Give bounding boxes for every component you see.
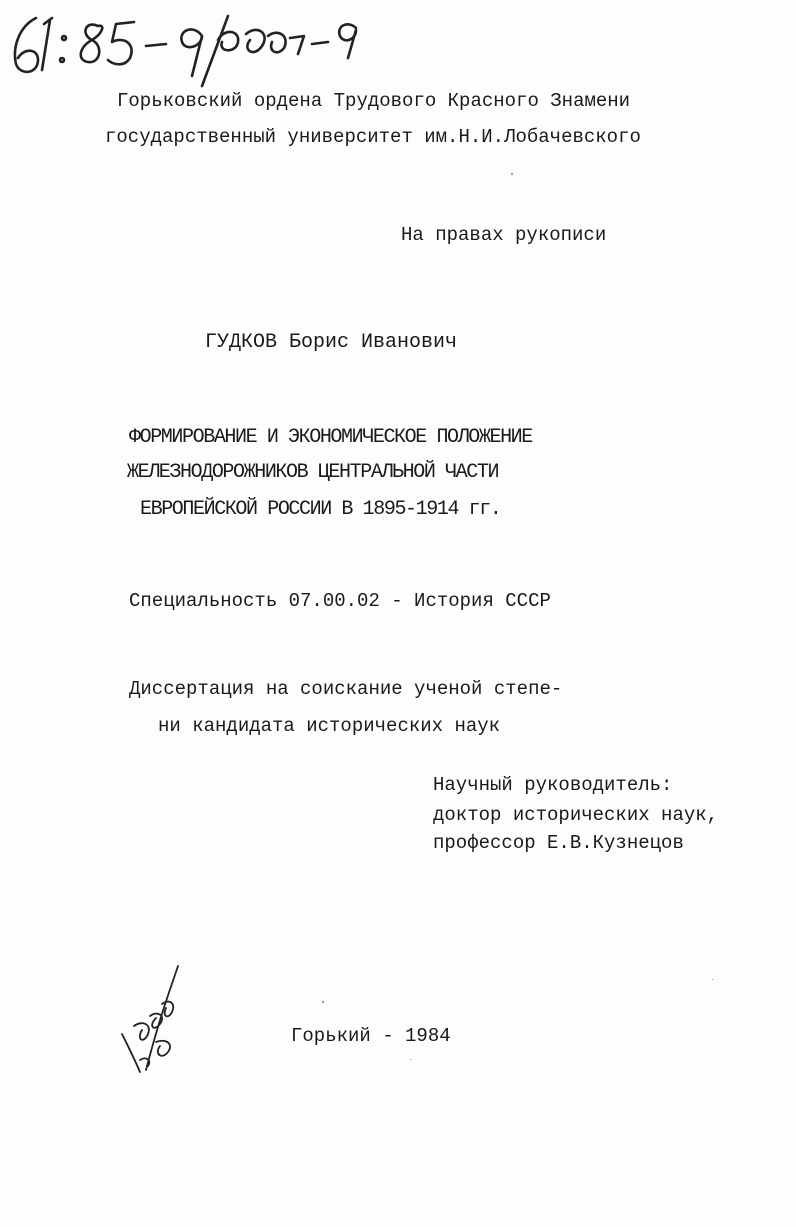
thesis-title-line-2: ЖЕЛЕЗНОДОРОЖНИКОВ ЦЕНТРАЛЬНОЙ ЧАСТИ (127, 461, 499, 484)
rights-notice: На правах рукописи (401, 224, 607, 246)
thesis-title-line-3: ЕВРОПЕЙСКОЙ РОССИИ В 1895-1914 гг. (140, 498, 501, 521)
institution-line-2: государственный университет им.Н.И.Лобачевского (105, 126, 641, 148)
specialty-line: Специальность 07.00.02 - История СССР (129, 590, 551, 612)
dissertation-line-1: Диссертация на соискание ученой степе- (129, 678, 563, 700)
handwritten-signature (112, 960, 202, 1080)
scan-speck (322, 1001, 324, 1003)
supervisor-degree: доктор исторических наук, (433, 804, 719, 826)
dissertation-line-2: ни кандидата исторических наук (158, 715, 501, 737)
handwritten-archive-mark (6, 6, 386, 96)
city-year: Горький - 1984 (291, 1025, 451, 1047)
scan-speck (410, 1059, 411, 1060)
supervisor-name: профессор Е.В.Кузнецов (433, 832, 684, 854)
archive-mark-text: 61:85-9/1870-9 (6, 6, 15, 7)
author-name: ГУДКОВ Борис Иванович (205, 331, 458, 354)
scan-speck (511, 173, 513, 175)
scan-speck (712, 979, 713, 980)
institution-line-1: Горьковский ордена Трудового Красного Знамени (117, 90, 631, 112)
thesis-title-line-1: ФОРМИРОВАНИЕ И ЭКОНОМИЧЕСКОЕ ПОЛОЖЕНИЕ (129, 426, 532, 449)
supervisor-label: Научный руководитель: (433, 774, 673, 796)
